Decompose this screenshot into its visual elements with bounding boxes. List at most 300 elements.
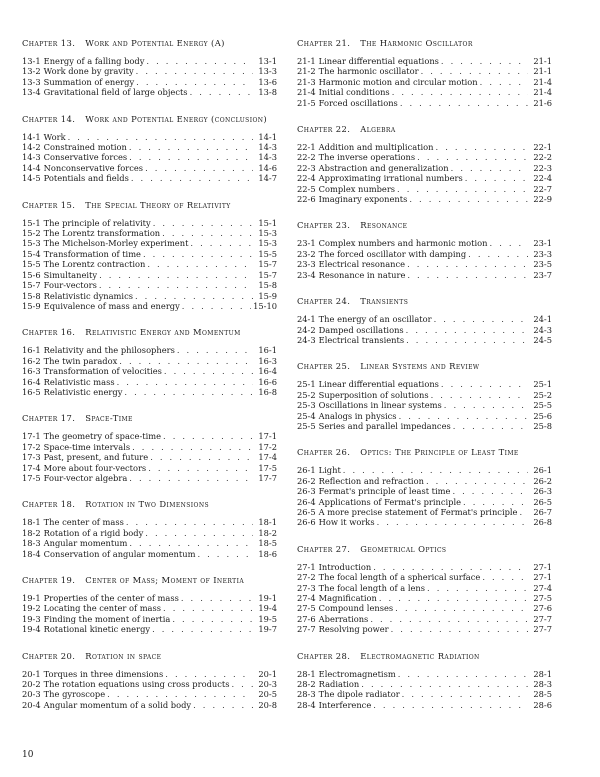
page-reference: 15-1 xyxy=(258,217,277,228)
section-title: Complex numbers and harmonic motion xyxy=(318,238,488,249)
toc-entry[interactable] xyxy=(297,142,552,152)
toc-entry[interactable] xyxy=(22,87,277,97)
toc-entry[interactable] xyxy=(22,218,277,228)
section-number: 15-4 xyxy=(22,248,41,259)
chapter-title: Resonance xyxy=(360,220,408,231)
toc-entry[interactable] xyxy=(297,562,552,572)
page-reference: 16-6 xyxy=(258,376,277,387)
toc-entry[interactable] xyxy=(22,517,277,527)
toc-entry[interactable] xyxy=(22,142,277,152)
toc-entry[interactable] xyxy=(22,66,277,76)
toc-entry[interactable] xyxy=(22,163,277,173)
section-title: Relativistic mass xyxy=(43,376,115,387)
section-number: 20-4 xyxy=(22,699,41,710)
toc-entry[interactable] xyxy=(22,593,277,603)
section-number: 20-1 xyxy=(22,668,41,679)
section-number: 15-6 xyxy=(22,269,41,280)
toc-entry[interactable] xyxy=(22,538,277,548)
dot-leader xyxy=(421,66,528,76)
section-number: 18-2 xyxy=(22,527,41,538)
page-reference: 19-1 xyxy=(258,593,277,603)
page-reference: 19-4 xyxy=(258,603,277,614)
section-number: 25-3 xyxy=(297,400,316,411)
toc-entry[interactable] xyxy=(297,163,552,173)
page-reference: 24-3 xyxy=(533,324,552,335)
chapter-number: Chapter 20. xyxy=(22,650,76,661)
chapter-heading[interactable] xyxy=(297,651,552,661)
section-number: 14-3 xyxy=(22,152,41,163)
chapter-number: Chapter 14. xyxy=(22,113,76,124)
section-number: 21-1 xyxy=(297,56,316,66)
toc-entry[interactable] xyxy=(297,497,552,507)
dot-leader xyxy=(165,669,253,679)
toc-entry[interactable] xyxy=(297,325,552,335)
toc-entry[interactable] xyxy=(297,400,552,410)
dot-leader xyxy=(407,270,528,280)
section-title: Addition and multiplication xyxy=(318,142,434,153)
dot-leader xyxy=(407,259,528,269)
dot-leader xyxy=(162,228,253,238)
dot-leader xyxy=(152,624,253,634)
dot-leader xyxy=(143,249,253,259)
section-number: 23-1 xyxy=(297,238,316,249)
dot-leader xyxy=(399,411,528,421)
section-title: Radiation xyxy=(318,679,360,690)
page-reference: 13-6 xyxy=(258,76,277,87)
toc-entry[interactable] xyxy=(297,411,552,421)
chapter-heading[interactable] xyxy=(297,361,552,371)
toc-entry[interactable] xyxy=(297,517,552,527)
toc-entry[interactable] xyxy=(22,377,277,387)
dot-leader xyxy=(436,142,528,152)
chapter-section xyxy=(297,124,552,204)
dot-leader xyxy=(400,98,528,108)
section-title: The focal length of a spherical surface xyxy=(318,572,481,583)
toc-entry[interactable] xyxy=(297,184,552,194)
chapter-section xyxy=(297,361,552,431)
toc-entry[interactable] xyxy=(297,194,552,204)
page-reference: 13-8 xyxy=(258,87,277,98)
chapter-number: Chapter 17. xyxy=(22,413,76,424)
toc-entry[interactable] xyxy=(22,549,277,559)
toc-entry[interactable] xyxy=(22,442,277,452)
toc-entry[interactable] xyxy=(297,390,552,400)
toc-entry[interactable] xyxy=(297,476,552,486)
section-number: 22-5 xyxy=(297,183,316,194)
toc-entry[interactable] xyxy=(297,259,552,269)
section-title: Angular momentum of a solid body xyxy=(43,699,192,710)
page-reference: 25-1 xyxy=(533,379,552,390)
chapter-heading[interactable] xyxy=(22,327,277,337)
chapter-heading[interactable] xyxy=(297,124,552,134)
section-number: 23-2 xyxy=(297,248,316,259)
dot-leader xyxy=(444,400,528,410)
toc-entry[interactable] xyxy=(297,689,552,699)
page-reference: 27-6 xyxy=(533,603,552,614)
section-title: The center of mass xyxy=(43,517,124,528)
section-number: 22-2 xyxy=(297,152,316,163)
chapter-title: The Special Theory of Relativity xyxy=(85,199,231,210)
page-number: 10 xyxy=(22,750,34,760)
page-reference: 13-3 xyxy=(258,66,277,77)
toc-entry[interactable] xyxy=(297,669,552,679)
toc-entry[interactable] xyxy=(297,66,552,76)
dot-leader xyxy=(441,379,528,389)
chapter-number: Chapter 22. xyxy=(297,124,351,135)
section-number: 24-1 xyxy=(297,314,316,325)
toc-entry[interactable] xyxy=(297,614,552,624)
toc-left-column xyxy=(22,38,277,726)
section-title: Four-vectors xyxy=(43,280,97,291)
dot-leader xyxy=(343,465,528,475)
page-reference: 15-5 xyxy=(258,248,277,259)
page-reference: 16-4 xyxy=(258,366,277,377)
toc-entry[interactable] xyxy=(297,98,552,108)
section-number: 27-4 xyxy=(297,593,316,603)
section-title: Resolving power xyxy=(318,624,389,635)
chapter-number: Chapter 25. xyxy=(297,361,351,372)
chapter-heading[interactable] xyxy=(297,544,552,554)
section-title: Angular momentum xyxy=(43,538,128,549)
section-number: 16-2 xyxy=(22,355,41,366)
dot-leader xyxy=(182,301,251,311)
toc-entry[interactable] xyxy=(297,700,552,710)
section-title: Transformation of time xyxy=(43,248,141,259)
section-number: 21-2 xyxy=(297,66,316,77)
dot-leader xyxy=(406,325,528,335)
section-title: Magnification xyxy=(318,593,377,603)
section-title: Linear differential equations xyxy=(318,56,439,66)
page-reference: 20-5 xyxy=(258,689,277,700)
chapter-heading[interactable] xyxy=(297,447,552,457)
page-reference: 26-7 xyxy=(533,506,552,517)
section-title: Reflection and refraction xyxy=(318,475,424,486)
toc-entry[interactable] xyxy=(297,379,552,389)
section-title: Harmonic motion and circular motion xyxy=(318,76,478,87)
toc-entry[interactable] xyxy=(22,387,277,397)
toc-entry[interactable] xyxy=(22,689,277,699)
section-title: Energy of a falling body xyxy=(43,56,145,66)
chapter-heading[interactable] xyxy=(22,499,277,509)
dot-leader xyxy=(452,486,528,496)
section-number: 14-2 xyxy=(22,142,41,153)
dot-leader xyxy=(426,476,528,486)
toc-entry[interactable] xyxy=(22,700,277,710)
section-title: The dipole radiator xyxy=(318,689,400,700)
section-title: Rotation of a rigid body xyxy=(43,527,144,538)
toc-entry[interactable] xyxy=(22,452,277,462)
section-title: Damped oscillations xyxy=(318,324,404,335)
section-title: Abstraction and generalization xyxy=(318,162,449,173)
section-number: 22-3 xyxy=(297,162,316,173)
toc-entry[interactable] xyxy=(297,486,552,496)
dot-leader xyxy=(451,163,528,173)
toc-entry[interactable] xyxy=(297,421,552,431)
toc-entry[interactable] xyxy=(297,465,552,475)
section-title: Electrical resonance xyxy=(318,259,406,270)
toc-entry[interactable] xyxy=(297,335,552,345)
dot-leader xyxy=(361,679,528,689)
page-reference: 25-2 xyxy=(533,389,552,400)
toc-entry[interactable] xyxy=(22,77,277,87)
section-number: 13-4 xyxy=(22,87,41,98)
dot-leader xyxy=(146,56,253,66)
section-title: Conservation of angular momentum xyxy=(43,548,196,559)
section-number: 17-5 xyxy=(22,472,41,483)
section-number: 24-3 xyxy=(297,334,316,345)
page-reference: 21-4 xyxy=(533,87,552,98)
chapter-heading[interactable] xyxy=(22,413,277,423)
toc-entry[interactable] xyxy=(22,301,277,311)
dot-leader xyxy=(150,452,253,462)
toc-entry[interactable] xyxy=(22,249,277,259)
section-title: Simultaneity xyxy=(43,269,98,280)
toc-entry[interactable] xyxy=(297,603,552,613)
section-title: Oscillations in linear systems xyxy=(318,400,442,411)
section-number: 18-1 xyxy=(22,517,41,528)
section-number: 21-5 xyxy=(297,97,316,108)
chapter-number: Chapter 13. xyxy=(22,38,76,48)
toc-entry[interactable] xyxy=(297,679,552,689)
dot-leader xyxy=(190,238,253,248)
toc-entry[interactable] xyxy=(22,473,277,483)
page-reference: 15-9 xyxy=(258,290,277,301)
section-title: Initial conditions xyxy=(318,87,390,98)
section-title: Analogs in physics xyxy=(318,410,397,421)
dot-leader xyxy=(99,280,253,290)
toc-entry[interactable] xyxy=(297,249,552,259)
chapter-heading[interactable] xyxy=(297,296,552,306)
toc-entry[interactable] xyxy=(22,173,277,183)
dot-leader xyxy=(129,142,253,152)
dot-leader xyxy=(395,603,528,613)
dot-leader xyxy=(145,528,253,538)
section-number: 14-1 xyxy=(22,131,41,142)
dot-leader xyxy=(136,77,253,87)
chapter-title: Geometrical Optics xyxy=(360,543,447,554)
page-reference: 27-4 xyxy=(533,582,552,593)
page-reference: 17-2 xyxy=(258,441,277,452)
toc-entry[interactable] xyxy=(297,87,552,97)
chapter-title: Optics: The Principle of Least Time xyxy=(360,447,519,458)
page-reference: 28-1 xyxy=(533,668,552,679)
chapter-title: Transients xyxy=(360,296,409,307)
toc-entry[interactable] xyxy=(22,345,277,355)
chapter-number: Chapter 24. xyxy=(297,296,351,307)
chapter-section xyxy=(22,413,277,483)
section-number: 24-2 xyxy=(297,324,316,335)
chapter-number: Chapter 18. xyxy=(22,499,76,510)
section-number: 17-1 xyxy=(22,431,41,442)
page-reference: 21-1 xyxy=(533,56,552,66)
section-title: The focal length of a lens xyxy=(318,582,426,593)
section-title: Compound lenses xyxy=(318,603,394,614)
dot-leader xyxy=(193,700,253,710)
section-number: 28-1 xyxy=(297,668,316,679)
section-number: 22-6 xyxy=(297,194,316,205)
section-title: Series and parallel impedances xyxy=(318,420,451,431)
section-number: 19-3 xyxy=(22,613,41,624)
page-reference: 20-8 xyxy=(258,699,277,710)
section-number: 26-2 xyxy=(297,475,316,486)
chapter-section xyxy=(297,651,552,711)
page-reference: 25-6 xyxy=(533,410,552,421)
dot-leader xyxy=(190,87,253,97)
dot-leader xyxy=(136,66,253,76)
chapter-section xyxy=(297,220,552,280)
toc-entry[interactable] xyxy=(22,238,277,248)
section-number: 27-3 xyxy=(297,582,316,593)
dot-leader xyxy=(119,356,253,366)
section-number: 13-1 xyxy=(22,56,41,66)
toc-entry[interactable] xyxy=(22,366,277,376)
section-title: The Lorentz transformation xyxy=(43,228,161,239)
dot-leader xyxy=(398,669,528,679)
section-title: Aberrations xyxy=(318,613,369,624)
page-reference: 23-7 xyxy=(533,269,552,280)
section-number: 17-2 xyxy=(22,441,41,452)
toc-entry[interactable] xyxy=(297,238,552,248)
section-title: More about four-vectors xyxy=(43,462,147,473)
section-number: 19-4 xyxy=(22,624,41,635)
chapter-number: Chapter 15. xyxy=(22,199,76,210)
page-reference: 22-4 xyxy=(533,173,552,184)
section-number: 17-4 xyxy=(22,462,41,473)
page-reference: 18-5 xyxy=(258,538,277,549)
section-title: Applications of Fermat's principle xyxy=(318,496,462,507)
toc-entry[interactable] xyxy=(297,314,552,324)
dot-leader xyxy=(231,679,253,689)
section-number: 18-3 xyxy=(22,538,41,549)
page-reference: 27-7 xyxy=(533,613,552,624)
toc-entry[interactable] xyxy=(297,270,552,280)
page-reference: 27-1 xyxy=(533,561,552,572)
toc-entry[interactable] xyxy=(22,528,277,538)
chapter-number: Chapter 19. xyxy=(22,575,76,585)
toc-entry[interactable] xyxy=(22,291,277,301)
chapter-heading[interactable] xyxy=(22,651,277,661)
toc-entry[interactable] xyxy=(22,56,277,66)
page-reference: 14-6 xyxy=(258,162,277,173)
section-title: The forced oscillator with damping xyxy=(318,248,467,259)
chapter-heading[interactable] xyxy=(22,575,277,585)
toc-entry[interactable] xyxy=(22,463,277,473)
section-number: 16-1 xyxy=(22,345,41,356)
chapter-title: The Harmonic Oscillator xyxy=(360,38,473,48)
toc-entry[interactable] xyxy=(22,270,277,280)
page-reference: 13-1 xyxy=(258,56,277,66)
chapter-title: Space-Time xyxy=(85,413,133,424)
section-number: 27-7 xyxy=(297,624,316,635)
section-title: Summation of energy xyxy=(43,76,135,87)
dot-leader xyxy=(441,56,528,66)
page-reference: 17-5 xyxy=(258,462,277,473)
toc-entry[interactable] xyxy=(297,593,552,603)
dot-leader xyxy=(145,163,253,173)
toc-entry[interactable] xyxy=(297,583,552,593)
section-title: Linear differential equations xyxy=(318,379,439,390)
section-title: Fermat's principle of least time xyxy=(318,486,451,497)
section-number: 16-5 xyxy=(22,386,41,397)
toc-right-column xyxy=(297,38,552,726)
section-number: 27-1 xyxy=(297,561,316,572)
page-reference: 26-5 xyxy=(533,496,552,507)
section-number: 28-4 xyxy=(297,699,316,710)
page-reference: 16-8 xyxy=(258,386,277,397)
section-title: A more precise statement of Fermat's principle xyxy=(318,506,518,517)
section-number: 27-5 xyxy=(297,603,316,614)
toc-entry[interactable] xyxy=(22,679,277,689)
toc-entry[interactable] xyxy=(297,56,552,66)
toc-entry[interactable] xyxy=(297,624,552,634)
chapter-heading[interactable] xyxy=(22,200,277,210)
toc-entry[interactable] xyxy=(297,77,552,87)
toc-entry[interactable] xyxy=(22,152,277,162)
toc-entry[interactable] xyxy=(22,614,277,624)
dot-leader xyxy=(163,431,253,441)
section-number: 15-5 xyxy=(22,259,41,270)
page-reference: 18-1 xyxy=(258,517,277,528)
chapter-number: Chapter 28. xyxy=(297,650,351,661)
section-number: 25-4 xyxy=(297,410,316,421)
page-reference: 18-2 xyxy=(258,527,277,538)
chapter-heading[interactable] xyxy=(297,38,552,48)
chapter-number: Chapter 26. xyxy=(297,447,351,458)
dot-leader xyxy=(99,270,253,280)
toc-entry[interactable] xyxy=(22,132,277,142)
toc-entry[interactable] xyxy=(22,259,277,269)
chapter-title: Work and Potential Energy (conclusion) xyxy=(85,113,268,124)
dot-leader xyxy=(406,335,528,345)
chapter-heading[interactable] xyxy=(22,114,277,124)
toc-entry[interactable] xyxy=(22,669,277,679)
page-reference: 26-2 xyxy=(533,475,552,486)
section-number: 16-4 xyxy=(22,376,41,387)
toc-entry[interactable] xyxy=(22,603,277,613)
page-reference: 26-8 xyxy=(533,517,552,528)
section-number: 14-4 xyxy=(22,162,41,173)
chapter-heading[interactable] xyxy=(297,220,552,230)
chapter-section xyxy=(22,651,277,711)
section-title: The inverse operations xyxy=(318,152,416,163)
chapter-heading[interactable] xyxy=(22,38,277,48)
page-reference: 21-4 xyxy=(533,76,552,87)
section-number: 26-5 xyxy=(297,506,316,517)
section-title: Nonconservative forces xyxy=(43,162,144,173)
toc-entry[interactable] xyxy=(22,280,277,290)
toc-entry[interactable] xyxy=(22,228,277,238)
toc-entry[interactable] xyxy=(297,507,552,517)
page-reference: 14-3 xyxy=(258,142,277,153)
section-number: 17-3 xyxy=(22,452,41,463)
page-reference: 15-7 xyxy=(258,259,277,270)
section-title: The Michelson-Morley experiment xyxy=(43,238,189,249)
dot-leader xyxy=(373,700,528,710)
dot-leader xyxy=(197,549,253,559)
toc-entry[interactable] xyxy=(22,431,277,441)
page-reference: 14-1 xyxy=(258,131,277,142)
chapter-title: Linear Systems and Review xyxy=(360,361,480,372)
toc-entry[interactable] xyxy=(22,356,277,366)
section-title: Introduction xyxy=(318,561,372,572)
page-reference: 15-3 xyxy=(258,228,277,239)
toc-entry[interactable] xyxy=(297,152,552,162)
toc-entry[interactable] xyxy=(22,624,277,634)
dot-leader xyxy=(427,583,528,593)
toc-entry[interactable] xyxy=(297,173,552,183)
page-reference: 20-3 xyxy=(258,679,277,690)
toc-entry[interactable] xyxy=(297,572,552,582)
